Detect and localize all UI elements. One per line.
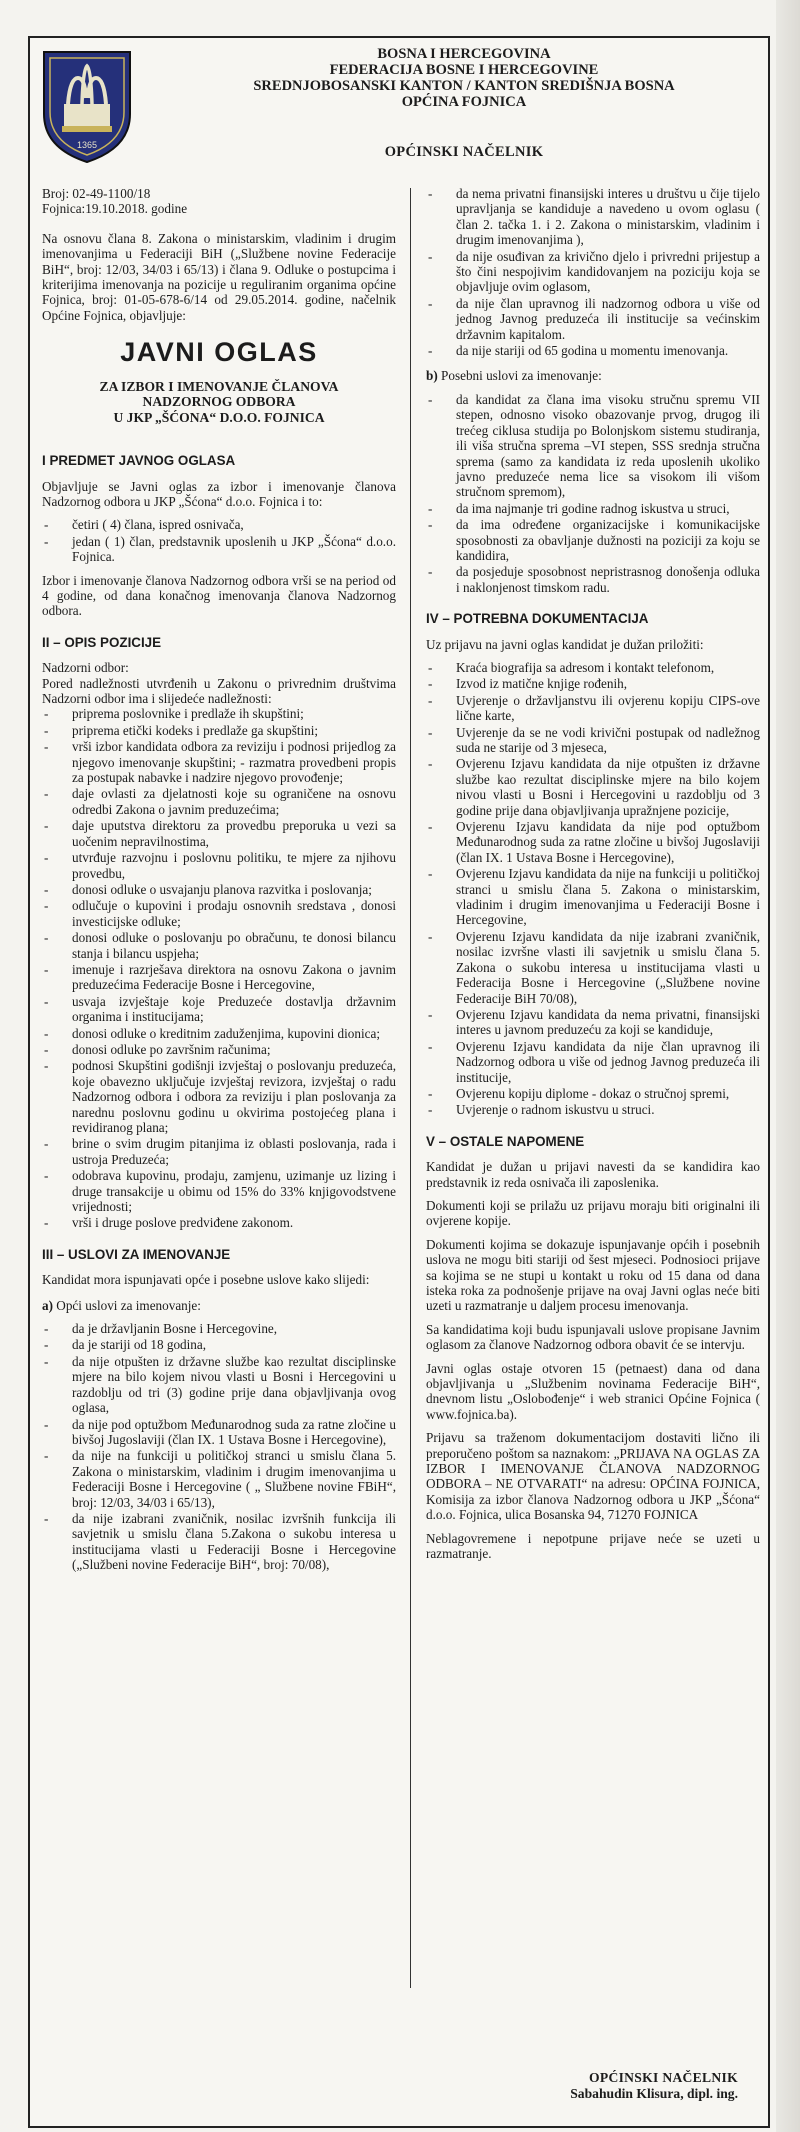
duties-list [42,706,396,1230]
list-item: - da nema privatni finansijski interes u društvu u čije tijelo upravljanja se kandiduje a navedeno u ovom oglasu ( član 2. tačka 1. i 2. Zakona o ministarskim, vladinim i drugim imenovanjima ), [426,186,760,248]
list-item: - Kraća biografija sa adresom i kontakt telefonom, [426,660,760,675]
list-item: - vrši izbor kandidata odbora za reviziju i podnosi prijedlog za njegovo imenovanje skupštini; - razmatra provedbeni propis za postupak nabavke i nadzire njegovo provođenje; [42,739,396,785]
section-paragraph: Prijavu sa traženom dokumentacijom dostaviti lično ili preporučeno poštom sa naznakom: „PRIJAVA NA OGLAS ZA IZBOR I IMENOVANJE ČLANOVA NADZORNOG ODBORA – NE OTVARATI“ na adresu: OPĆINA FOJNICA, Komisija za izbor članova Nadzornog odbora u JKP „Šćona“ d.o.o. Fojnica, ulica Bosanska 94, 71270 FOJNICA [426,1430,760,1523]
list-item: - da nije izabrani zvaničnik, nosilac izvršnih funkcija ili savjetnik u smislu člana 5.Zakona o sukobu interesa u institucijama vlasti u Federaciji Bosne i Hercegovine („Službeni novine Federacije BiH“, broj: 70/08), [42,1511,396,1573]
header-lines [180,46,748,110]
list-item: - da ima određene organizacijske i komunikacijske sposobnosti za obavljanje dužnosti na poziciji za koju se kandidira, [426,517,760,563]
section-paragraph: Dokumenti kojima se dokazuje ispunjavanje općih i posebnih uslova ne mogu biti stariji od šest mjeseci. Podnosioci prijave sa kojima se ne stupi u kontakt u roku od 15 dana od dana isteka roka za podnošenje prijave na ovaj Javni oglas neće biti uzeti u razmatranje u daljem procesu imenovanja. [426,1236,760,1314]
list-item: - Ovjerenu Izjavu kandidata da nije na funkciji u političkoj stranci u smislu člana 5. Zakona o ministarskim, vladinim i drugim imenovanjima u Federaciji Bosne i Hercegovine, [426,866,760,928]
section-heading: III – USLOVI ZA IMENOVANJE [42,1246,231,1262]
list-item: - Ovjerenu Izjavu kandidata da nema privatni, finansijski interes u javnom preduzeću za koji se kandiduje, [426,1007,760,1038]
header-line-country: BOSNA I HERCEGOVINA [377,46,551,62]
section-paragraph: Izbor i imenovanje članova Nadzornog odbora vrši se na period od 4 godine, od dana konačnog imenovanja članova Nadzornog odbora. [42,572,396,619]
subsection-text: Posebni uslovi za imenovanje: [441,368,602,384]
list-item: - da nije na funkciji u političkoj stranci u smislu člana 5. Zakona o ministarskim, vladinim i drugim imenovanjima u Federaciji Bosne i Hercegovine ( „ Službene novine FBiH“, broj: 12/03, 34/03 i 65/13), [42,1448,396,1510]
section-heading: V – OSTALE NAPOMENE [426,1133,585,1149]
subsection-a [42,1298,396,1313]
section-paragraph: Kandidat mora ispunjavati opće i posebne uslove kako slijedi: [42,1272,370,1288]
column-divider [410,188,411,1988]
section-paragraph: Uz prijavu na javni oglas kandidat je dužan priložiti: [426,636,704,652]
special-conditions-list [426,392,760,595]
list-item: - Ovjerenu Izjavu kandidata da nije otpušten iz državne službe kao rezultat disciplinske mjere na bilo kojem nivou vlasti u Bosni i Hercegovini u razdoblju od 3 godine prije dana objavljivanja upražnjene pozicije, [426,756,760,818]
list-item: - imenuje i razrješava direktora na osnovu Zakona o javnim preduzećima Federacije Bosne i Hercegovine, [42,962,396,993]
list-item: - daje uputstva direktoru za provedbu preporuka u vezi sa uočenim nepravilnostima, [42,818,396,849]
section-paragraph: Nadzorni odbor: [42,660,129,676]
intro-paragraph: Na osnovu člana 8. Zakona o ministarskim, vladinim i drugim imenovanjima u Federaciji BiH („Službene novine Federacije BiH“, broj: 12/03, 34/03 i 65/13) i člana 9. Odluke o postupcima i kriterijima imenovanja na pozicije u reguliranim organima općine Fojnica, broj: 01-05-678-6/14 od 29.05.2014. godine, načelnik Općine Fojnica, objavljuje: [42,230,396,323]
signature-block [570,2070,738,2102]
subtitle-line: U JKP „ŠĆONA“ D.O.O. FOJNICA [113,409,325,425]
list-item: - priprema etički kodeks i predlaže ga skupštini; [42,723,396,738]
signature-name: Sabahudin Klisura, dipl. ing. [570,2086,738,2101]
list-item: - da nije član upravnog ili nadzornog odbora u više od jednog Javnog preduzeća ili institucije sa većinskim državnim kapitalom. [426,296,760,342]
list-item: - brine o svim drugim pitanjima iz oblasti poslovanja, rada i ustroja Preduzeća; [42,1136,396,1167]
subtitle-line: NADZORNOG ODBORA [142,394,296,410]
header-line-federation: FEDERACIJA BOSNE I HERCEGOVINE [329,62,599,78]
section-paragraph: Objavljuje se Javni oglas za izbor i imenovanje članova Nadzornog odbora u JKP „Šćona“ d.o.o. Fojnica i to: [42,478,396,509]
list-item: - da nije pod optužbom Međunarodnog suda za ratne zločine u bivšoj Jugoslaviji (član IX. 1 Ustava Bosne i Hercegovine), [42,1417,396,1448]
doc-number: Broj: 02-49-1100/18 [42,186,151,201]
list-item: - Izvod iz matične knjige rođenih, [426,676,760,691]
section-paragraph: Pored nadležnosti utvrđenih u Zakonu o privrednim društvima Nadzorni odbor ima i slijedeće nadležnosti: [42,675,396,707]
list-item: - Ovjerenu Izjavu kandidata da nije član upravnog ili Nadzornog odbora u više od jednog Javnog preduzeća ili institucije, [426,1039,760,1085]
documents-list [426,660,760,1118]
subsection-text: Opći uslovi za imenovanje: [56,1297,201,1313]
list-item: - da nije osuđivan za krivično djelo i privredni prijestup a što čini nespojivim kandidovanjem na poziciju koja se objavljuje ovim oglasom, [426,249,760,295]
page-edge [776,0,800,2132]
subtitle-line: ZA IZBOR I IMENOVANJE ČLANOVA [99,378,339,394]
office-title: OPĆINSKI NAČELNIK [384,144,544,160]
signature-role: OPĆINSKI NAČELNIK [589,2070,738,2085]
list-item: - daje ovlasti za djelatnosti koje su ograničene na osnovu odredbi Zakona o javnim preduzećima; [42,786,396,817]
left-column [42,186,396,1581]
doc-date: Fojnica:19.10.2018. godine [42,201,188,217]
list-item: - usvaja izvještaje koje Preduzeće dostavlja državnim organima i institucijama; [42,994,396,1025]
list-item: - da je stariji od 18 godina, [42,1337,396,1352]
list-item: - da je državljanin Bosne i Hercegovine, [42,1321,396,1336]
crest-year: 1365 [76,140,98,150]
list-item: - odobrava kupovinu, prodaju, zamjenu, uzimanje uz lizing i druge transakcije u obimu od 15% do 33% knjigovodstvene vrijednosti; [42,1168,396,1214]
list-item: - Uvjerenje da se ne vodi krivični postupak od nadležnog suda ne starije od 3 mjeseca, [426,725,760,756]
general-conditions-list-continued [426,186,760,358]
general-conditions-list [42,1321,396,1573]
list-item: - da nije otpušten iz državne službe kao rezultat disciplinske mjere na bilo kojem nivou vlasti u Bosni i Hercegovini u razdoblju od tri (3) godine prije dana objavljivanja ovog oglasa, [42,1354,396,1416]
list-item: - Uvjerenje o radnom iskustvu u struci. [426,1102,760,1117]
right-column [426,186,760,1570]
notice-title: JAVNI OGLAS [120,337,318,368]
member-list [42,517,396,564]
section-heading: I PREDMET JAVNOG OGLASA [42,453,236,469]
municipality-crest-icon [38,48,136,166]
list-item: - četiri ( 4) člana, ispred osnivača, [42,517,396,532]
list-item: - da kandidat za člana ima visoku stručnu spremu VII stepen, odnosno visoko obazovanje prvog, drugog ili trećeg ciklusa studija po Bolonjskom sistemu studiranja, ili viša stručna sprema –VI stepen, SSS srednja stručna sprema (samo za kandidata iz reda uposlenih ukoliko javno preduzeće nema lice sa visokom ili višom stručnom spremom), [426,392,760,500]
header-line-municipality: OPĆINA FOJNICA [401,94,527,110]
section-heading: IV – POTREBNA DOKUMENTACIJA [426,611,649,627]
list-item: - donosi odluke o kreditnim zaduženjima, kupovini dionica; [42,1026,396,1041]
list-item: - odlučuje o kupovini i prodaju osnovnih sredstava , donosi investicijske odluke; [42,898,396,929]
notice-subtitle [42,379,396,426]
list-item: - Uvjerenje o državljanstvu ili ovjerenu kopiju CIPS-ove lične karte, [426,693,760,724]
section-paragraph: Dokumenti koji se prilažu uz prijavu moraju biti originalni ili ovjerene kopije. [426,1197,760,1229]
section-heading: II – OPIS POZICIJE [42,634,162,650]
header-line-canton: SREDNJOBOSANSKI KANTON / KANTON SREDIŠNJA BOSNA [253,78,675,94]
section-paragraph: Sa kandidatima koji budu ispunjavali uslove propisane Javnim oglasom za članove Nadzornog odbora obavit će se intervju. [426,1321,760,1353]
section-paragraph: Kandidat je dužan u prijavi navesti da se kandidira kao predstavnik iz reda osnivača ili zaposlenika. [426,1159,760,1190]
section-paragraph: Neblagovremene i nepotpune prijave neće se uzeti u razmatranje. [426,1530,760,1562]
notice-frame [28,36,770,2128]
list-item: - Ovjerenu Izjavu kandidata da nije pod optužbom Međunarodnog suda za ratne zločine u bivšoj Jugoslaviji (član IX. 1 Ustava Bosne i Hercegovine), [426,819,760,865]
list-item: - donosi odluke po završnim računima; [42,1042,396,1057]
list-item: - da ima najmanje tri godine radnog iskustva u struci, [426,501,760,516]
list-item: - donosi odluke o poslovanju po obračunu, te donosi bilancu stanja i bilancu uspjeha; [42,930,396,961]
subsection-label: b) [426,368,438,384]
list-item: - donosi odluke o usvajanju planova razvitka i poslovanja; [42,882,396,897]
list-item: - priprema poslovnike i predlaže ih skupštini; [42,706,396,721]
section-paragraph: Javni oglas ostaje otvoren 15 (petnaest) dana od dana objavljivanja u „Službenim novinama Federacije BiH“, dnevnom listu „Oslobođenje“ i web stranici Općine Fojnica ( www.fojnica.ba). [426,1360,760,1422]
subsection-label: a) [42,1297,53,1313]
list-item: - podnosi Skupštini godišnji izvještaj o poslovanju preduzeća, koje obavezno uključuje izvještaj revizora, izvještaj o radu Nadzornog odbora i odbora za reviziju i plan poslovanja za narednu poslovnu godinu u okvirima postojećeg plana i revidiranog plana; [42,1058,396,1135]
subsection-b [426,368,760,383]
list-item: - Ovjerenu kopiju diplome - dokaz o stručnoj spremi, [426,1086,760,1101]
list-item: - vrši i druge poslove predviđene zakonom. [42,1215,396,1230]
list-item: - Ovjerenu Izjavu kandidata da nije izabrani zvaničnik, nosilac izvršne vlasti ili savjetnik u smislu člana 5. Zakona o sukobu interesa u institucijama vlasti u Federacija Bosne i Hercegovine („Službene novine Federacije BiH 70/08), [426,929,760,1006]
list-item: - da posjeduje sposobnost nepristrasnog donošenja odluka i naklonjenost timskom radu. [426,564,760,595]
header [30,38,768,162]
list-item: - utvrđuje razvojnu i poslovnu politiku, te mjere za njihovu provedbu, [42,850,396,881]
list-item: - jedan ( 1) član, predstavnik uposlenih u JKP „Šćona“ d.o.o. Fojnica. [42,534,396,565]
list-item: - da nije stariji od 65 godina u momentu imenovanja. [426,343,760,358]
